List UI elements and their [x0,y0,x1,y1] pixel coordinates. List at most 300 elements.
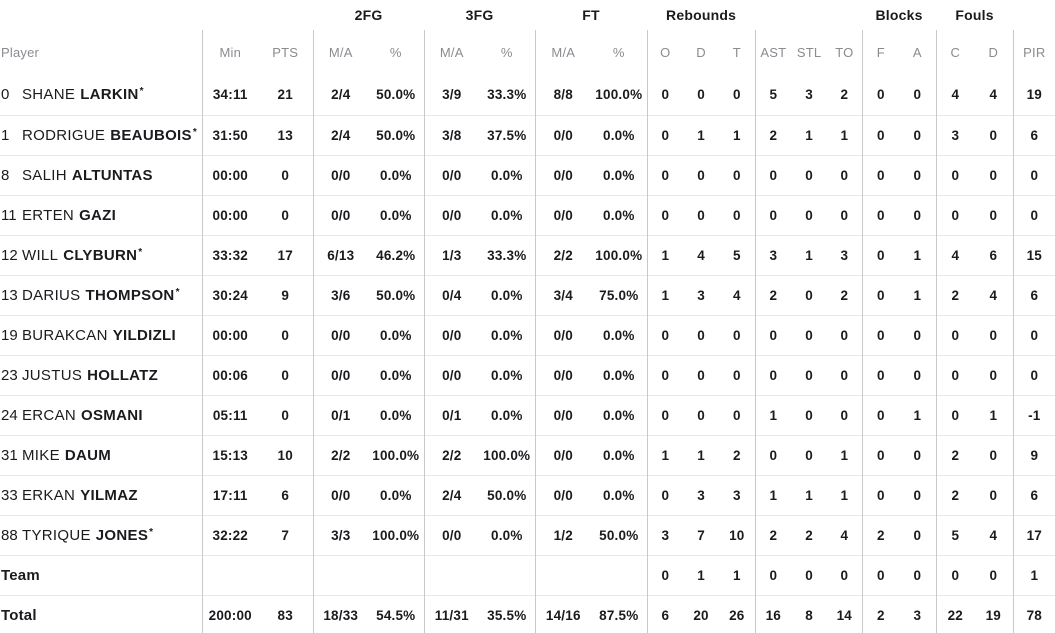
cell-three-ma: 2/4 [442,487,462,503]
player-last-name: CLYBURN [63,246,138,264]
player-name-cell[interactable] [0,275,202,315]
cell-foul-c: 4 [951,87,960,103]
cell-two-ma: 18/33 [323,607,359,623]
cell-to: 1 [827,435,862,475]
player-last-name: HOLLATZ [87,366,159,384]
col-header-reb-t: T [719,30,755,75]
cell-reb-t: 1 [719,555,755,595]
cell-min: 31:50 [212,127,249,143]
cell-two-ma: 3/6 [331,287,351,303]
cell-reb-d: 0 [697,407,705,423]
cell-three-ma: 0/0 [442,207,462,223]
cell-ft-pct: 0.0% [591,155,647,195]
cell-foul-d: 0 [974,155,1013,195]
cell-reb-o: 0 [661,487,670,503]
player-first-name: SHANE [22,86,76,104]
cell-pts: 0 [258,155,313,195]
total-label-cell [0,595,202,633]
cell-blk-f: 0 [876,487,885,503]
cell-min: 00:00 [212,167,249,183]
cell-ast: 2 [769,527,778,543]
player-stats-body [0,75,1055,633]
cell-reb-t: 0 [719,395,755,435]
cell-three-pct: 0.0% [479,155,535,195]
cell-reb-t: 0 [719,195,755,235]
group-header-3fg: 3FG [465,7,494,23]
cell-reb-d: 0 [697,207,705,223]
cell-foul-c: 0 [951,167,960,183]
col-header-3fg-pct: % [479,30,535,75]
player-first-name: RODRIGUE [22,126,106,144]
cell-foul-c: 2 [951,447,960,463]
player-name-cell[interactable] [0,195,202,235]
starter-star-icon: * [138,246,143,258]
cell-ft-pct: 0.0% [591,195,647,235]
cell-ft-pct: 0.0% [591,115,647,155]
cell-to: 0 [827,355,862,395]
cell-three-pct: 35.5% [479,595,535,633]
cell-blk-a: 0 [899,155,936,195]
cell-stl: 0 [805,327,813,343]
cell-two-pct: 50.0% [368,275,424,315]
player-last-name: OSMANI [81,406,143,424]
cell-reb-d: 20 [693,607,709,623]
stat-group-header-row [0,0,1055,30]
cell-reb-o: 0 [661,87,670,103]
cell-three-ma: 11/31 [434,607,469,623]
jersey-number: 33 [1,486,18,504]
cell-pir: 0 [1030,207,1039,223]
cell-foul-c: 2 [951,487,960,503]
cell-pir: 1 [1030,567,1039,583]
cell-two-ma: 6/13 [327,247,355,263]
cell-to: 0 [827,315,862,355]
cell-pir: 19 [1026,87,1043,103]
cell-pts: 0 [258,355,313,395]
player-name-cell[interactable] [0,435,202,475]
cell-reb-o: 1 [661,287,670,303]
cell-foul-c: 0 [951,367,960,383]
cell-foul-c: 0 [951,407,960,423]
cell-pts: 0 [258,315,313,355]
col-header-ft-ma: M/A [551,45,576,60]
player-first-name: BURAKCAN [22,326,108,344]
cell-three-ma: 1/3 [442,247,462,263]
cell-three-ma: 3/8 [442,127,462,143]
starter-star-icon: * [175,286,180,298]
player-row [0,515,1055,555]
player-row [0,475,1055,515]
cell-reb-t: 0 [719,315,755,355]
cell-stl: 0 [805,407,813,423]
group-spacer-ast [755,0,862,30]
cell-reb-d: 0 [697,87,705,103]
col-header-foul-c: C [950,45,961,60]
cell-ft-ma [535,555,591,595]
player-name-cell[interactable] [0,235,202,275]
jersey-number: 31 [1,446,18,464]
starter-star-icon: * [139,86,144,98]
cell-foul-d: 0 [974,115,1013,155]
cell-stl: 1 [805,127,813,143]
cell-reb-d: 1 [697,447,705,463]
cell-blk-a: 0 [899,315,936,355]
cell-pir: 0 [1030,167,1039,183]
cell-reb-t: 0 [719,155,755,195]
cell-ft-ma: 14/16 [545,607,581,623]
cell-blk-a: 0 [899,115,936,155]
player-name-cell[interactable] [0,115,202,155]
cell-three-ma: 3/9 [442,87,462,103]
cell-two-pct: 100.0% [368,515,424,555]
player-row [0,315,1055,355]
cell-ft-ma: 2/2 [553,247,573,263]
player-last-name: JONES [95,526,149,544]
cell-reb-o: 1 [661,447,670,463]
cell-foul-d: 0 [974,475,1013,515]
cell-ft-pct: 50.0% [591,515,647,555]
group-header-blocks: Blocks [875,7,923,23]
cell-three-ma: 0/4 [442,287,462,303]
cell-ft-ma: 3/4 [553,287,573,303]
cell-three-pct: 100.0% [479,435,535,475]
cell-to: 3 [827,235,862,275]
cell-foul-d: 4 [974,75,1013,115]
cell-three-pct: 0.0% [479,195,535,235]
cell-two-ma [313,555,368,595]
cell-pir: 78 [1026,607,1043,623]
cell-blk-f: 0 [876,127,885,143]
cell-ast: 1 [769,487,778,503]
group-spacer-pir [1013,0,1055,30]
player-first-name: MIKE [22,446,60,464]
cell-min: 00:00 [212,327,249,343]
player-first-name: TYRIQUE [22,526,91,544]
jersey-number: 23 [1,366,18,384]
player-row [0,435,1055,475]
cell-foul-c: 4 [951,247,960,263]
cell-blk-f: 0 [876,167,885,183]
cell-stl: 0 [805,207,813,223]
cell-three-pct: 37.5% [479,115,535,155]
cell-two-pct: 50.0% [368,115,424,155]
cell-foul-c: 0 [951,567,960,583]
cell-min: 15:13 [212,447,249,463]
cell-two-ma: 2/4 [331,87,351,103]
player-first-name: WILL [22,246,59,264]
cell-reb-d: 7 [697,527,705,543]
cell-ft-ma: 8/8 [553,87,573,103]
player-name-cell[interactable] [0,355,202,395]
cell-three-pct: 50.0% [479,475,535,515]
cell-pir: -1 [1028,407,1041,423]
col-header-player: Player [0,30,202,75]
cell-blk-f: 2 [876,607,885,623]
cell-min: 00:00 [212,207,249,223]
cell-blk-f: 0 [876,87,885,103]
player-first-name: ERTEN [22,206,75,224]
cell-reb-t: 4 [719,275,755,315]
cell-three-pct: 0.0% [479,395,535,435]
cell-two-pct: 0.0% [368,355,424,395]
player-row [0,75,1055,115]
col-header-blk-a: A [899,30,936,75]
player-row [0,355,1055,395]
cell-three-pct: 33.3% [479,235,535,275]
cell-blk-a: 1 [899,235,936,275]
cell-stl: 0 [805,287,813,303]
group-header-fouls: Fouls [955,7,994,23]
cell-to: 4 [827,515,862,555]
player-row [0,395,1055,435]
jersey-number: 0 [1,86,10,104]
col-header-reb-d: D [696,45,706,60]
jersey-number: 19 [1,326,18,344]
cell-reb-o: 0 [661,367,670,383]
cell-two-pct: 0.0% [368,155,424,195]
cell-pir: 0 [1030,367,1039,383]
cell-blk-f: 0 [876,327,885,343]
cell-foul-d: 0 [974,355,1013,395]
cell-stl: 2 [805,527,813,543]
cell-reb-o: 0 [661,167,670,183]
cell-two-pct: 0.0% [368,195,424,235]
cell-ft-pct: 0.0% [591,355,647,395]
player-row [0,195,1055,235]
cell-two-ma: 2/4 [331,127,351,143]
cell-reb-d: 0 [697,167,705,183]
player-last-name: THOMPSON [85,286,175,304]
cell-three-pct: 0.0% [479,355,535,395]
cell-two-pct [368,555,424,595]
cell-min: 17:11 [212,487,248,503]
player-last-name: GAZI [79,206,117,224]
cell-ast: 0 [769,207,778,223]
cell-stl: 1 [805,247,813,263]
team-label: Team [1,566,40,584]
cell-reb-t: 10 [719,515,755,555]
cell-min: 32:22 [212,527,249,543]
cell-ft-pct: 100.0% [591,235,647,275]
player-row [0,235,1055,275]
cell-foul-d: 1 [974,395,1013,435]
col-header-to: TO [827,30,862,75]
col-header-ft-pct: % [591,30,647,75]
cell-reb-o: 0 [661,207,670,223]
player-last-name: ALTUNTAS [71,166,153,184]
cell-foul-c: 22 [947,607,964,623]
cell-three-pct: 0.0% [479,515,535,555]
cell-three-pct: 33.3% [479,75,535,115]
cell-ast: 5 [769,87,778,103]
cell-blk-f: 0 [876,287,885,303]
cell-foul-d: 4 [974,275,1013,315]
jersey-number: 24 [1,406,18,424]
player-row [0,275,1055,315]
cell-ft-ma: 0/0 [553,487,573,503]
player-last-name: DAUM [64,446,112,464]
cell-two-ma: 0/1 [331,407,351,423]
cell-foul-d: 0 [974,315,1013,355]
cell-two-pct: 50.0% [368,75,424,115]
cell-foul-c: 0 [951,327,960,343]
cell-blk-a: 0 [899,435,936,475]
cell-reb-o: 0 [661,327,670,343]
cell-reb-o: 1 [661,247,670,263]
col-header-foul-d: D [974,30,1013,75]
cell-ft-ma: 0/0 [553,327,573,343]
cell-foul-d: 6 [974,235,1013,275]
cell-reb-d: 3 [697,287,705,303]
cell-two-ma: 0/0 [331,207,351,223]
col-header-stl: STL [796,45,822,60]
player-name-cell[interactable] [0,475,202,515]
jersey-number: 12 [1,246,18,264]
cell-pts: 21 [258,75,313,115]
cell-pts: 6 [258,475,313,515]
cell-min: 00:06 [212,367,249,383]
cell-reb-t: 2 [719,435,755,475]
cell-pts [258,555,313,595]
cell-reb-t: 3 [719,475,755,515]
cell-two-pct: 0.0% [368,475,424,515]
cell-foul-d: 4 [974,515,1013,555]
player-name-cell[interactable] [0,315,202,355]
cell-three-pct [479,555,535,595]
group-header-2fg: 2FG [354,7,383,23]
total-row [0,595,1055,633]
starter-star-icon: * [149,526,154,538]
cell-three-ma: 2/2 [442,447,462,463]
cell-blk-a: 1 [899,275,936,315]
cell-stl: 0 [805,567,813,583]
cell-pts: 13 [258,115,313,155]
cell-three-ma: 0/1 [442,407,462,423]
jersey-number: 1 [1,126,10,144]
player-name-cell[interactable] [0,515,202,555]
cell-two-pct: 46.2% [368,235,424,275]
cell-foul-d: 19 [974,595,1013,633]
cell-pts: 0 [258,395,313,435]
cell-ft-ma: 0/0 [553,127,573,143]
jersey-number: 11 [1,206,17,224]
cell-ft-pct [591,555,647,595]
cell-to: 0 [827,195,862,235]
player-first-name: ERKAN [22,486,76,504]
cell-two-pct: 0.0% [368,395,424,435]
player-first-name: DARIUS [22,286,81,304]
cell-blk-a: 0 [899,515,936,555]
cell-two-pct: 54.5% [368,595,424,633]
cell-blk-f: 2 [876,527,885,543]
player-last-name: YILMAZ [80,486,138,504]
cell-foul-d: 0 [974,195,1013,235]
cell-two-ma: 0/0 [331,327,351,343]
group-header-rebounds: Rebounds [666,7,737,23]
cell-blk-f: 0 [876,367,885,383]
col-header-2fg-pct: % [368,30,424,75]
column-header-row [0,30,1055,75]
col-header-pir: PIR [1023,45,1046,60]
player-name-cell[interactable] [0,75,202,115]
cell-stl: 0 [805,167,813,183]
cell-ast: 1 [769,407,778,423]
cell-pts: 83 [258,595,313,633]
cell-reb-o: 3 [661,527,670,543]
cell-blk-f: 0 [876,207,885,223]
cell-min: 34:11 [212,87,248,103]
cell-min: 30:24 [212,287,249,303]
player-row [0,115,1055,155]
jersey-number: 13 [1,286,18,304]
cell-stl: 1 [805,487,813,503]
cell-stl: 3 [805,87,813,103]
cell-pir: 15 [1026,247,1043,263]
cell-ast: 0 [769,447,778,463]
cell-to: 0 [827,395,862,435]
cell-ast: 16 [765,607,782,623]
cell-min: 05:11 [212,407,248,423]
cell-two-pct: 100.0% [368,435,424,475]
player-name-cell[interactable] [0,155,202,195]
cell-pir: 6 [1030,487,1039,503]
cell-ft-ma: 0/0 [553,367,573,383]
cell-blk-a: 0 [899,355,936,395]
cell-ft-ma: 0/0 [553,407,573,423]
cell-reb-t: 26 [719,595,755,633]
col-header-pts: PTS [258,30,313,75]
cell-ft-ma: 0/0 [553,207,573,223]
total-label: Total [1,606,37,624]
cell-two-ma: 3/3 [331,527,351,543]
player-name-cell[interactable] [0,395,202,435]
cell-ast: 0 [769,367,778,383]
cell-blk-f: 0 [876,247,885,263]
cell-pts: 9 [258,275,313,315]
cell-to: 2 [827,275,862,315]
cell-reb-d: 0 [697,327,705,343]
cell-pir: 9 [1030,447,1039,463]
cell-ast: 3 [769,247,778,263]
cell-reb-t: 0 [719,355,755,395]
cell-two-ma: 2/2 [331,447,351,463]
cell-two-ma: 0/0 [331,487,351,503]
cell-stl: 0 [805,367,813,383]
cell-two-pct: 0.0% [368,315,424,355]
cell-pts: 7 [258,515,313,555]
cell-to: 0 [827,155,862,195]
cell-ft-ma: 0/0 [553,167,573,183]
cell-blk-f: 0 [876,407,885,423]
jersey-number: 88 [1,526,18,544]
cell-foul-c: 5 [951,527,960,543]
cell-foul-c: 2 [951,287,960,303]
cell-to: 2 [827,75,862,115]
cell-pir: 17 [1026,527,1043,543]
cell-foul-c: 0 [951,207,960,223]
cell-to: 0 [827,555,862,595]
cell-blk-f: 0 [876,567,885,583]
cell-blk-a: 3 [899,595,936,633]
cell-reb-d: 4 [697,247,705,263]
cell-three-ma: 0/0 [442,367,462,383]
cell-pts: 17 [258,235,313,275]
cell-reb-t: 5 [719,235,755,275]
group-spacer-left [0,0,313,30]
player-first-name: SALIH [22,166,67,184]
col-header-blk-f: F [876,45,885,60]
cell-blk-a: 0 [899,195,936,235]
